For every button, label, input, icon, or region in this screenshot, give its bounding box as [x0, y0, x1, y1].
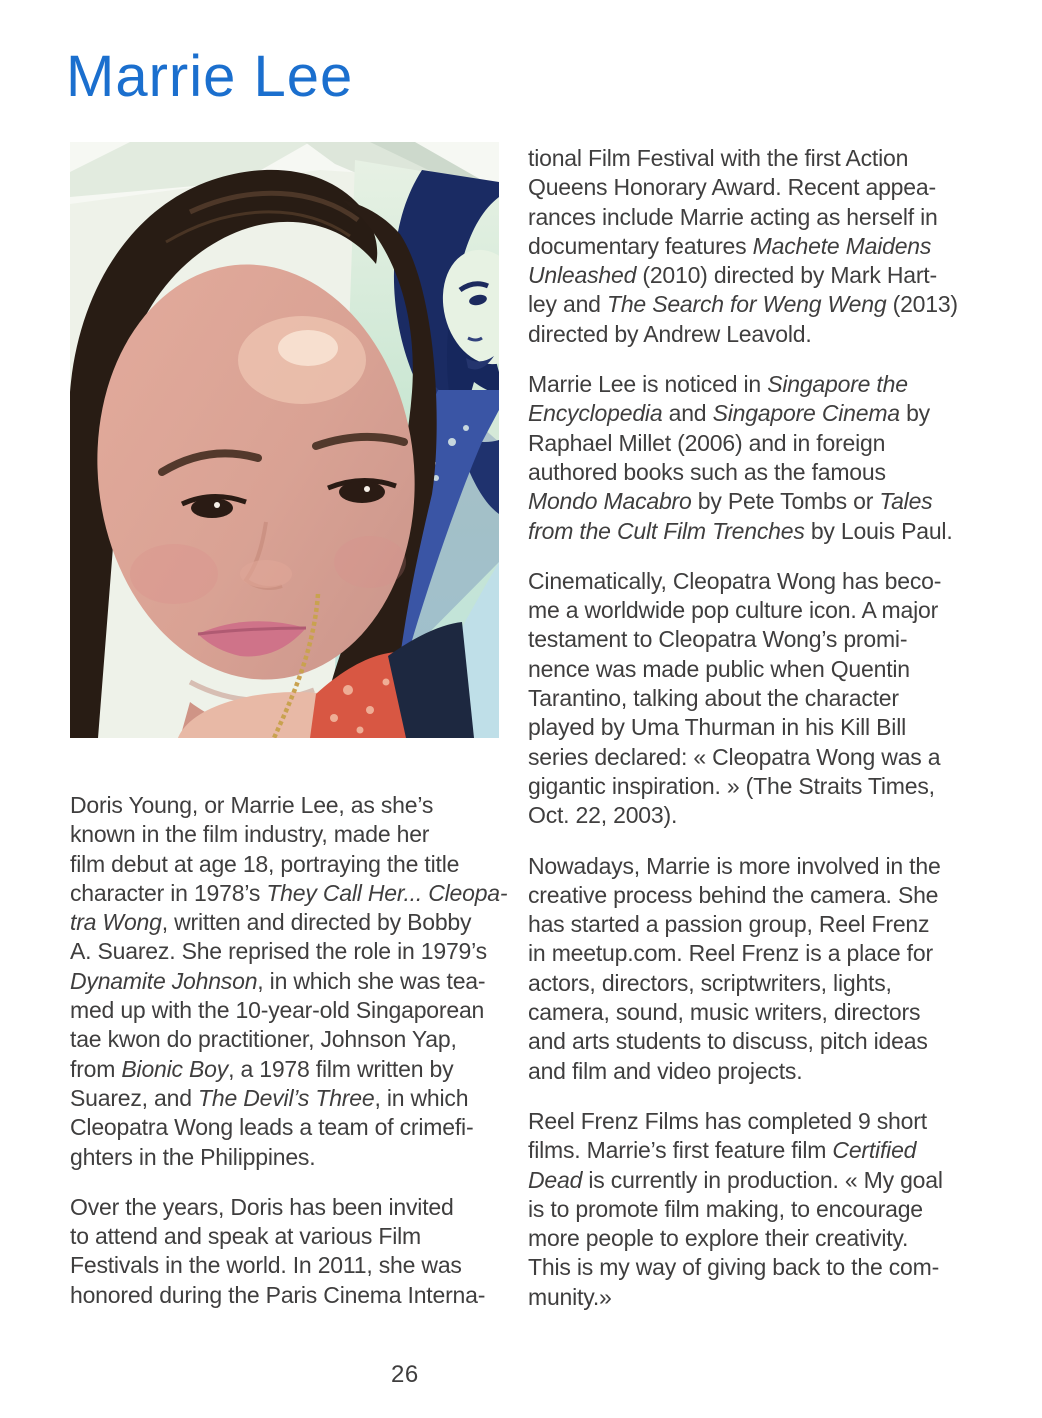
body-text: actors, directors, scriptwriters, lights, [528, 969, 892, 996]
body-text: Doris Young, or Marrie Lee, as she’s [70, 792, 434, 818]
paragraph [70, 791, 506, 1172]
body-text: gigantic inspiration. » (The Straits Times, [528, 772, 935, 799]
body-text: by Pete Tombs or [691, 488, 880, 515]
left-column-text [70, 791, 506, 1310]
italic-title-text: Machete Maidens [752, 232, 932, 259]
italic-title-text: tra Wong [70, 909, 162, 936]
text-line [528, 910, 988, 939]
text-line [528, 1166, 988, 1195]
body-text: tional Film Festival with the first Action [528, 145, 909, 171]
text-line [70, 1025, 506, 1054]
body-text: by Louis Paul. [804, 517, 953, 544]
body-text: documentary features [528, 232, 753, 259]
body-text: is to promote film making, to encourage [528, 1195, 923, 1222]
italic-title-text: Dynamite Johnson [70, 967, 258, 994]
italic-title-text: from the Cult Film Trenches [528, 517, 805, 544]
paragraph [528, 1107, 988, 1312]
body-text: from [70, 1055, 122, 1082]
text-line [70, 1281, 506, 1310]
body-text: film debut at age 18, portraying the title [70, 850, 460, 877]
text-line [70, 1055, 506, 1084]
body-text: character in 1978’s [70, 879, 267, 906]
text-line [528, 801, 988, 830]
body-text: , in which [374, 1084, 469, 1111]
text-line [70, 1193, 506, 1222]
body-text: honored during the Paris Cinema Interna- [70, 1281, 486, 1308]
body-text: Over the years, Doris has been invited [70, 1193, 454, 1220]
body-text: Oct. 22, 2003). [528, 802, 678, 829]
body-text: and arts students to discuss, pitch ideas [528, 1028, 928, 1055]
body-text: Raphael Millet (2006) and in foreign [528, 429, 886, 456]
paragraph [528, 852, 988, 1086]
body-text: to attend and speak at various Film [70, 1223, 421, 1250]
text-line [528, 487, 988, 516]
right-column [528, 144, 988, 1333]
text-line [70, 1251, 506, 1280]
text-line [528, 567, 988, 596]
body-text: (2013) [886, 291, 958, 318]
italic-title-text: Dead [528, 1166, 583, 1193]
paragraph [528, 144, 988, 349]
body-text: , written and directed by Bobby [161, 909, 472, 936]
text-line [528, 1195, 988, 1224]
text-line [528, 969, 988, 998]
italic-title-text: Unleashed [528, 262, 637, 289]
page-number: 26 [391, 1361, 419, 1388]
body-text: Suarez, and [70, 1084, 199, 1111]
text-line [70, 1143, 506, 1172]
text-line [70, 967, 506, 996]
text-line [528, 232, 988, 261]
text-line [528, 772, 988, 801]
body-text: has started a passion group, Reel Frenz [528, 911, 930, 938]
text-line [528, 517, 988, 546]
text-line [528, 1283, 988, 1312]
text-line [70, 937, 506, 966]
body-text: Marrie Lee is noticed in [528, 371, 768, 398]
text-line [528, 852, 988, 881]
text-line [70, 820, 506, 849]
text-line [528, 144, 988, 173]
italic-title-text: Certified [832, 1137, 917, 1164]
right-column-text [528, 144, 988, 1312]
body-text: nence was made public when Quentin [528, 655, 910, 682]
body-text: me a worldwide pop culture icon. A major [528, 597, 939, 624]
body-text: and [662, 400, 713, 427]
body-text: camera, sound, music writers, directors [528, 999, 921, 1026]
body-text: creative process behind the camera. She [528, 881, 939, 908]
body-text: Festivals in the world. In 2011, she was [70, 1252, 462, 1279]
body-text: A. Suarez. She reprised the role in 1979’s [70, 938, 487, 965]
text-line [528, 1107, 988, 1136]
body-text: Tarantino, talking about the character [528, 685, 899, 712]
text-line [70, 791, 506, 820]
italic-title-text: Singapore the [767, 371, 908, 398]
body-text: known in the film industry, made her [70, 821, 430, 848]
text-line [70, 908, 506, 937]
text-line [528, 684, 988, 713]
text-line [528, 998, 988, 1027]
body-text: Nowadays, Marrie is more involved in the [528, 852, 941, 879]
body-text: series declared: « Cleopatra Wong was a [528, 743, 941, 770]
body-text: munity.» [528, 1283, 612, 1310]
body-text: tae kwon do practitioner, Johnson Yap, [70, 1026, 457, 1053]
body-text: played by Uma Thurman in his Kill Bill [528, 714, 907, 741]
body-text: This is my way of giving back to the com- [528, 1254, 940, 1281]
text-line [70, 1222, 506, 1251]
paragraph [528, 370, 988, 546]
italic-title-text: They Call Her... Cleopa- [266, 879, 508, 906]
body-text: med up with the 10-year-old Singaporean [70, 997, 485, 1024]
text-line [528, 399, 988, 428]
text-line [528, 1224, 988, 1253]
body-text: is currently in production. « My goal [582, 1166, 943, 1193]
text-line [528, 261, 988, 290]
text-line [528, 743, 988, 772]
body-text: testament to Cleopatra Wong’s promi- [528, 626, 908, 653]
page-title: Marrie Lee [66, 44, 354, 109]
italic-title-text: Tales [879, 488, 933, 515]
text-line [528, 173, 988, 202]
paragraph [70, 1193, 506, 1310]
body-text: , in which she was tea- [257, 967, 486, 994]
italic-title-text: Encyclopedia [528, 400, 663, 427]
text-line [528, 655, 988, 684]
body-text: more people to explore their creativity. [528, 1225, 909, 1252]
text-line [528, 1253, 988, 1282]
text-line [528, 713, 988, 742]
italic-title-text: Mondo Macabro [528, 488, 692, 515]
text-line [70, 1084, 506, 1113]
italic-title-text: Bionic Boy [121, 1055, 229, 1082]
body-text: Cinematically, Cleopatra Wong has beco- [528, 567, 942, 594]
text-line [528, 1027, 988, 1056]
italic-title-text: Singapore Cinema [712, 400, 900, 427]
italic-title-text: The Search for Weng Weng [606, 291, 887, 318]
body-text: Reel Frenz Films has completed 9 short [528, 1107, 927, 1134]
left-column [70, 142, 506, 1331]
text-line [528, 596, 988, 625]
text-line [528, 203, 988, 232]
italic-title-text: The Devil’s Three [198, 1084, 375, 1111]
text-line [70, 850, 506, 879]
text-line [528, 625, 988, 654]
text-line [528, 370, 988, 399]
body-text: ghters in the Philippines. [70, 1143, 316, 1170]
text-line [70, 1113, 506, 1142]
body-text: authored books such as the famous [528, 458, 886, 485]
text-line [528, 939, 988, 968]
text-line [528, 429, 988, 458]
body-text: directed by Andrew Leavold. [528, 320, 812, 347]
text-line [528, 290, 988, 319]
body-text: films. Marrie’s first feature film [528, 1137, 833, 1164]
text-line [70, 996, 506, 1025]
body-text: (2010) directed by Mark Hart- [636, 262, 937, 289]
body-text: in meetup.com. Reel Frenz is a place for [528, 940, 933, 967]
body-text: Queens Honorary Award. Recent appea- [528, 174, 936, 201]
text-line [528, 1136, 988, 1165]
paragraph [528, 567, 988, 831]
body-text: and film and video projects. [528, 1057, 803, 1084]
body-text: , a 1978 film written by [228, 1055, 454, 1082]
text-line [528, 320, 988, 349]
body-text: ley and [528, 291, 607, 318]
text-line [528, 458, 988, 487]
body-text: rances include Marrie acting as herself in [528, 203, 938, 230]
text-line [528, 881, 988, 910]
text-line [70, 879, 506, 908]
body-text: by [899, 400, 930, 427]
text-line [528, 1057, 988, 1086]
portrait-photo [70, 142, 499, 738]
body-text: Cleopatra Wong leads a team of crimefi- [70, 1114, 474, 1141]
